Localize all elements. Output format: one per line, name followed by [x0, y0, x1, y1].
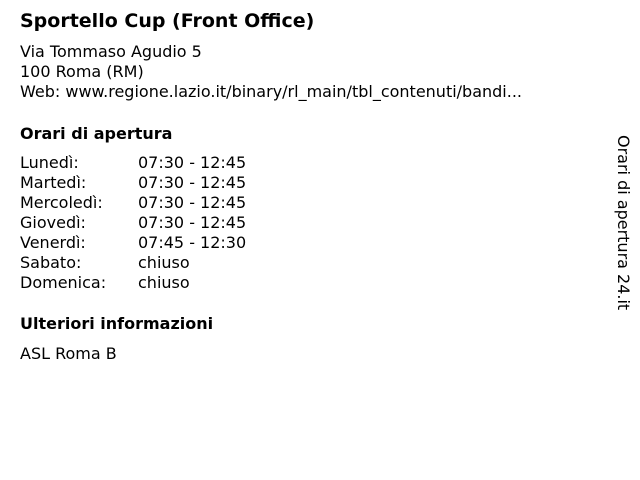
time-value: 07:30 - 12:45 [138, 213, 247, 232]
time-value: chiuso [138, 253, 190, 272]
more-info-text: ASL Roma B [20, 344, 117, 363]
page-title: Sportello Cup (Front Office) [20, 10, 315, 32]
city-address: 100 Roma (RM) [20, 62, 144, 81]
website-link[interactable]: Web: www.regione.lazio.it/binary/rl_main/tbl_contenuti/bandi... [20, 82, 523, 101]
hours-row-friday [20, 233, 246, 253]
day-label: Venerdì: [20, 233, 86, 252]
opening-hours-heading: Orari di apertura [20, 124, 173, 143]
day-label: Mercoledì: [20, 193, 103, 212]
time-value: 07:30 - 12:45 [138, 173, 247, 192]
day-label: Domenica: [20, 273, 107, 292]
time-value: 07:45 - 12:30 [138, 233, 247, 252]
day-label: Martedì: [20, 173, 87, 192]
site-brand-watermark: Orari di apertura 24.it [614, 135, 633, 311]
address-block [20, 42, 522, 102]
time-value: 07:30 - 12:45 [138, 193, 247, 212]
hours-row-tuesday [20, 173, 246, 193]
time-value: chiuso [138, 273, 190, 292]
hours-row-monday [20, 153, 246, 173]
opening-hours-table [20, 153, 246, 293]
street-address: Via Tommaso Agudio 5 [20, 42, 202, 61]
time-value: 07:30 - 12:45 [138, 153, 247, 172]
day-label: Giovedì: [20, 213, 86, 232]
day-label: Lunedì: [20, 153, 79, 172]
hours-row-saturday [20, 253, 246, 273]
hours-row-thursday [20, 213, 246, 233]
hours-row-wednesday [20, 193, 246, 213]
day-label: Sabato: [20, 253, 82, 272]
hours-row-sunday [20, 273, 246, 293]
more-info-heading: Ulteriori informazioni [20, 314, 214, 333]
